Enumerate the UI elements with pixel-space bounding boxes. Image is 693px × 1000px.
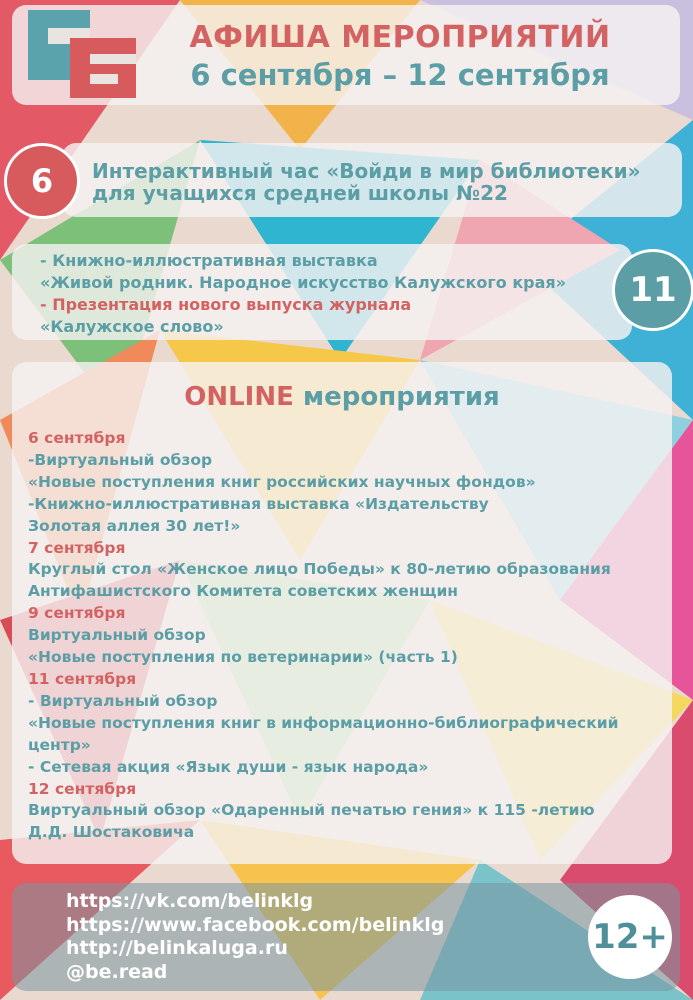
- online-date: 9 сентября: [28, 604, 126, 623]
- online-item: Д.Д. Шостаковича: [28, 823, 195, 842]
- online-item: «Новые поступления книг в информационно-библиографический: [28, 713, 619, 732]
- online-item: -Виртуальный обзор: [28, 450, 213, 469]
- online-events-list: [28, 428, 668, 844]
- event-6-text: [92, 160, 672, 204]
- link-facebook[interactable]: https://www.facebook.com/belinklg: [66, 913, 445, 936]
- links-list: [66, 890, 444, 984]
- online-date: 7 сентября: [28, 538, 126, 557]
- link-instagram[interactable]: @be.read: [66, 960, 168, 983]
- online-item: центр»: [28, 735, 91, 754]
- library-logo-icon: [28, 10, 138, 100]
- event-6-line: для учащихся средней школы №22: [92, 181, 508, 205]
- online-date: 11 сентября: [28, 669, 137, 688]
- online-item: Антифашистского Комитета советских женщин: [28, 582, 459, 601]
- online-item: Виртуальный обзор «Одаренный печатью гения» к 115 -летию: [28, 801, 595, 820]
- online-item: Круглый стол «Женское лицо Победы» к 80-летию образования: [28, 560, 611, 579]
- day-badge-11: 11: [612, 249, 693, 331]
- event-11-line: «Калужское слово»: [40, 317, 224, 336]
- online-title-rest: мероприятия: [293, 382, 500, 412]
- day-badge-6: 6: [4, 143, 80, 219]
- event-11-line: - Книжно-иллюстративная выставка: [40, 251, 378, 270]
- online-title-accent: ONLINE: [184, 382, 294, 412]
- date-range: 6 сентября – 12 сентября: [190, 58, 610, 92]
- online-item: - Виртуальный обзор: [28, 691, 218, 710]
- online-item: Виртуальный обзор: [28, 626, 206, 645]
- online-item: «Новые поступления книг российских научных фондов»: [28, 472, 536, 491]
- event-11-line: «Живой родник. Народное искусство Калужского края»: [40, 273, 567, 292]
- online-date: 6 сентября: [28, 429, 126, 447]
- online-item: - Сетевая акция «Язык души - язык народа»: [28, 757, 429, 776]
- online-item: Золотая аллея 30 лет!»: [28, 516, 241, 535]
- event-6-line: Интерактивный час «Войди в мир библиотеки»: [92, 159, 641, 183]
- event-11-text: [40, 250, 610, 338]
- online-date: 12 сентября: [28, 779, 137, 798]
- online-item: «Новые поступления по ветеринарии» (часть 1): [28, 648, 458, 667]
- page-title: АФИША МЕРОПРИЯТИЙ: [189, 20, 611, 55]
- online-title: [12, 382, 672, 412]
- online-item: -Книжно-иллюстративная выставка «Издательству: [28, 494, 489, 513]
- link-website[interactable]: http://belinkaluga.ru: [66, 937, 288, 959]
- event-11-line: - Презентация нового выпуска журнала: [40, 295, 412, 314]
- link-vk[interactable]: https://vk.com/belinklg: [66, 890, 314, 912]
- age-rating-badge: 12+: [588, 895, 672, 979]
